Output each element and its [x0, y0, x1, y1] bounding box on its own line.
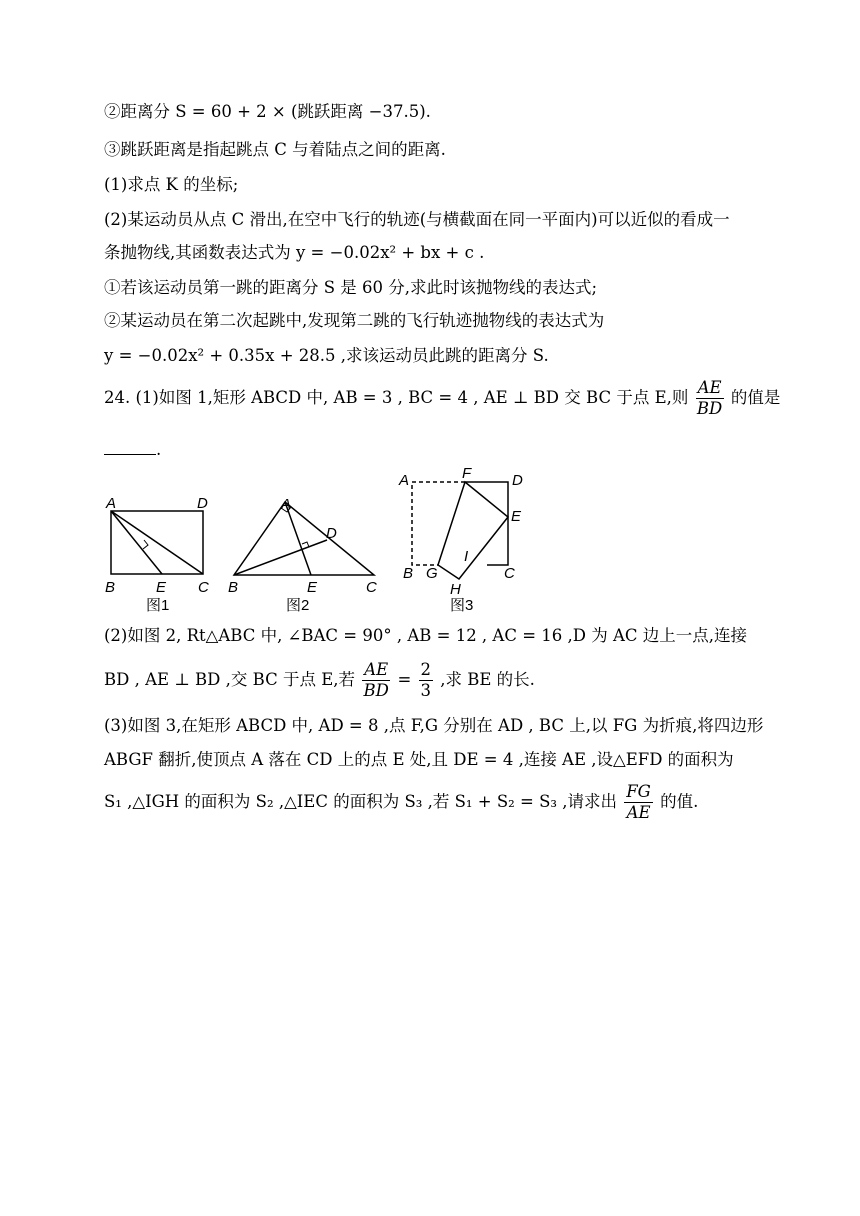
fraction-numerator: 2 — [420, 660, 432, 679]
question-24-part3-line2: ABGF 翻折,使顶点 A 落在 CD 上的点 E 处,且 DE = 4 ,连接 AE ,设△EFD 的面积为 — [104, 750, 734, 769]
question-24-part3-line3 — [104, 782, 698, 823]
label-b: B — [228, 579, 239, 596]
fraction-ae-bd — [696, 378, 724, 419]
question-24-part2-line1: (2)如图 2, Rt△ABC 中, ∠BAC = 90° , AB = 12 , AC = 16 ,D 为 AC 边上一点,连接 — [104, 626, 748, 645]
fraction-two-thirds — [419, 660, 434, 701]
question-24-part1 — [104, 378, 780, 419]
question-24-part2-line2 — [104, 660, 535, 701]
label-g: G — [426, 565, 438, 582]
q24-text-post: 的值是 — [730, 388, 781, 407]
fraction-numerator: AE — [697, 378, 722, 397]
figure-3-labels — [398, 465, 523, 614]
q3-text-pre: S₁ ,△IGH 的面积为 S₂ ,△IEC 的面积为 S₃ ,若 S₁ + S₂ = S₃ ,请求出 — [104, 792, 617, 811]
answer-blank[interactable] — [104, 440, 156, 455]
figure-3-caption: 图3 — [450, 597, 474, 614]
geometry-figures — [96, 462, 556, 622]
fraction-numerator: AE — [364, 660, 389, 679]
fraction-ae-bd — [362, 660, 390, 701]
right-angle-mark-bd — [302, 542, 309, 547]
diagonal-bd — [111, 511, 203, 574]
label-a: A — [399, 472, 410, 489]
label-d: D — [326, 525, 337, 542]
text-line: (2)某运动员从点 C 滑出,在空中飞行的轨迹(与横截面在同一平面内)可以近似的看成一 — [104, 210, 730, 229]
fraction-fg-ae — [624, 782, 653, 823]
label-a: A — [106, 495, 117, 512]
answer-blank-line — [104, 438, 161, 462]
figure-1-labels — [105, 495, 209, 614]
period: . — [156, 440, 162, 459]
label-e: E — [511, 508, 522, 525]
text-line: ①若该运动员第一跳的距离分 S 是 60 分,求此时该抛物线的表达式; — [104, 278, 598, 297]
label-f: F — [462, 465, 472, 482]
q2-text-pre: BD , AE ⊥ BD ,交 BC 于点 E,若 — [104, 670, 355, 689]
label-h: H — [450, 581, 461, 598]
q24-text-pre: 24. (1)如图 1,矩形 ABCD 中, AB = 3 , BC = 4 , AE ⊥ BD 交 BC 于点 E,则 — [104, 388, 689, 407]
fraction-denominator: BD — [363, 681, 389, 700]
fraction-numerator: FG — [626, 782, 651, 801]
label-d: D — [512, 472, 523, 489]
label-c: C — [198, 579, 209, 596]
figure-2-caption: 图2 — [286, 597, 310, 614]
label-a: A — [281, 496, 292, 513]
label-b: B — [403, 565, 414, 582]
dashed-original-abgf — [412, 482, 465, 565]
fraction-denominator: AE — [626, 803, 651, 822]
figure-1 — [111, 511, 203, 574]
label-c: C — [504, 565, 515, 582]
text-line: (1)求点 K 的坐标; — [104, 175, 239, 194]
text-line: ②某运动员在第二次起跳中,发现第二跳的飞行轨迹抛物线的表达式为 — [104, 311, 605, 330]
text-line: y = −0.02x² + 0.35x + 28.5 ,求该运动员此跳的距离分 S. — [104, 346, 549, 365]
label-c: C — [366, 579, 377, 596]
figure-2-labels — [228, 496, 377, 614]
fraction-denominator: BD — [696, 399, 723, 418]
triangle-abc — [234, 502, 374, 575]
label-e: E — [156, 579, 167, 596]
equals-sign: = — [397, 670, 412, 689]
segment-ae — [111, 511, 162, 574]
text-line: ③跳跃距离是指起跳点 C 与着陆点之间的距离. — [104, 140, 446, 159]
segment-bd — [234, 540, 327, 575]
text-line: ②距离分 S = 60 + 2 × (跳跃距离 −37.5). — [104, 102, 431, 121]
question-24-part3-line1: (3)如图 3,在矩形 ABCD 中, AD = 8 ,点 F,G 分别在 AD , BC 上,以 FG 为折痕,将四边形 — [104, 716, 764, 735]
text-line: 条抛物线,其函数表达式为 y = −0.02x² + bx + c . — [104, 243, 485, 262]
right-angle-mark — [143, 540, 148, 549]
label-b: B — [105, 579, 116, 596]
label-e: E — [307, 579, 318, 596]
q2-text-post: ,求 BE 的长. — [440, 670, 535, 689]
figure-2 — [234, 502, 374, 575]
fraction-denominator: 3 — [420, 681, 432, 700]
q3-text-post: 的值. — [660, 792, 699, 811]
label-d: D — [197, 495, 208, 512]
figure-1-caption: 图1 — [146, 597, 170, 614]
rectangle-right-part — [465, 482, 508, 565]
label-i: I — [464, 548, 469, 565]
